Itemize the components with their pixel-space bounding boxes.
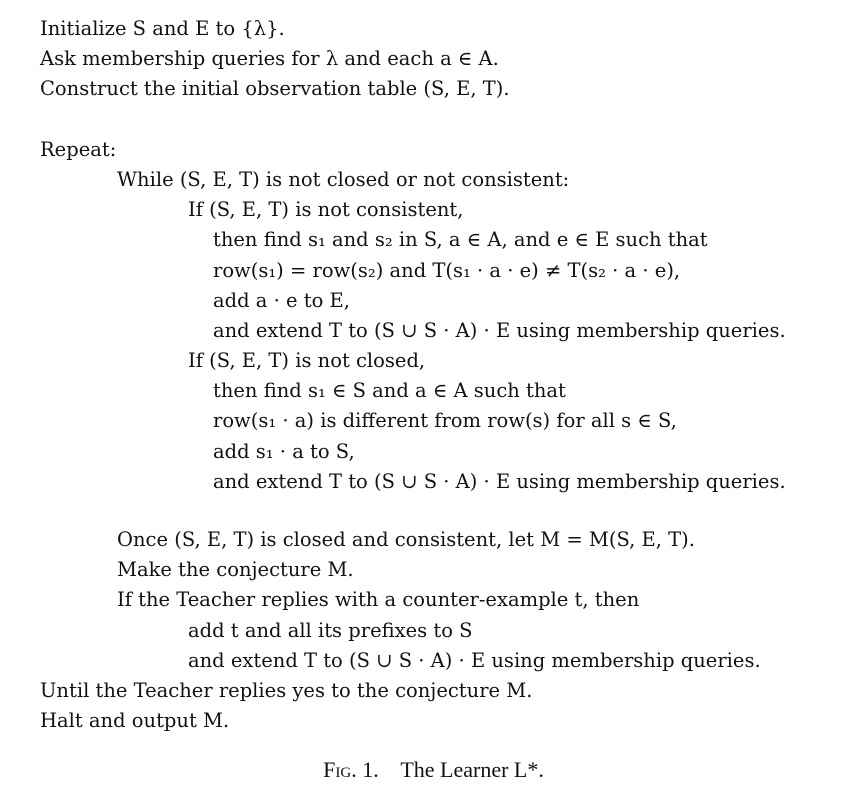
algorithm-line: add s₁ · a to S, <box>213 439 355 463</box>
algorithm-line: row(s₁) = row(s₂) and T(s₁ · a · e) ≠ T(s₂ · a · e), <box>213 258 681 282</box>
algorithm-line: and extend T to (S ∪ S · A) · E using membership queries. <box>213 469 786 493</box>
algorithm-line: Initialize S and E to {λ}. <box>40 17 285 40</box>
algorithm-line: and extend T to (S ∪ S · A) · E using membership queries. <box>213 318 786 342</box>
algorithm-line: If (S, E, T) is not closed, <box>188 349 426 373</box>
spacer <box>40 497 786 525</box>
algorithm-line: If the Teacher replies with a counter-example t, then <box>117 588 640 612</box>
algorithm-line: Make the conjecture M. <box>117 558 354 582</box>
figure-title: The Learner L*. <box>400 757 544 782</box>
algorithm-line: add a · e to E, <box>213 288 350 312</box>
algorithm-line: Once (S, E, T) is closed and consistent, let M = M(S, E, T). <box>117 528 695 551</box>
algorithm-line: then find s₁ ∈ S and a ∈ A such that <box>213 379 566 403</box>
algorithm-line: If (S, E, T) is not consistent, <box>188 198 464 222</box>
figure-label: Fig. 1. <box>323 757 379 782</box>
algorithm-line: then find s₁ and s₂ in S, a ∈ A, and e ∈ E such that <box>213 228 708 252</box>
algorithm-line: and extend T to (S ∪ S · A) · E using membership queries. <box>188 648 761 672</box>
algorithm-line: Halt and output M. <box>40 709 230 733</box>
algorithm-line: row(s₁ · a) is different from row(s) for all s ∈ S, <box>213 409 677 433</box>
algorithm-listing <box>40 14 786 736</box>
algorithm-line: Repeat: <box>40 137 117 161</box>
algorithm-line: Until the Teacher replies yes to the conjecture M. <box>40 678 533 702</box>
algorithm-line: add t and all its prefixes to S <box>188 618 473 642</box>
algorithm-line: Construct the initial observation table (S, E, T). <box>40 77 510 101</box>
figure-caption <box>0 757 867 783</box>
algorithm-line: Ask membership queries for λ and each a ∈ A. <box>40 47 499 71</box>
spacer <box>40 105 786 135</box>
algorithm-line: While (S, E, T) is not closed or not consistent: <box>117 167 570 191</box>
